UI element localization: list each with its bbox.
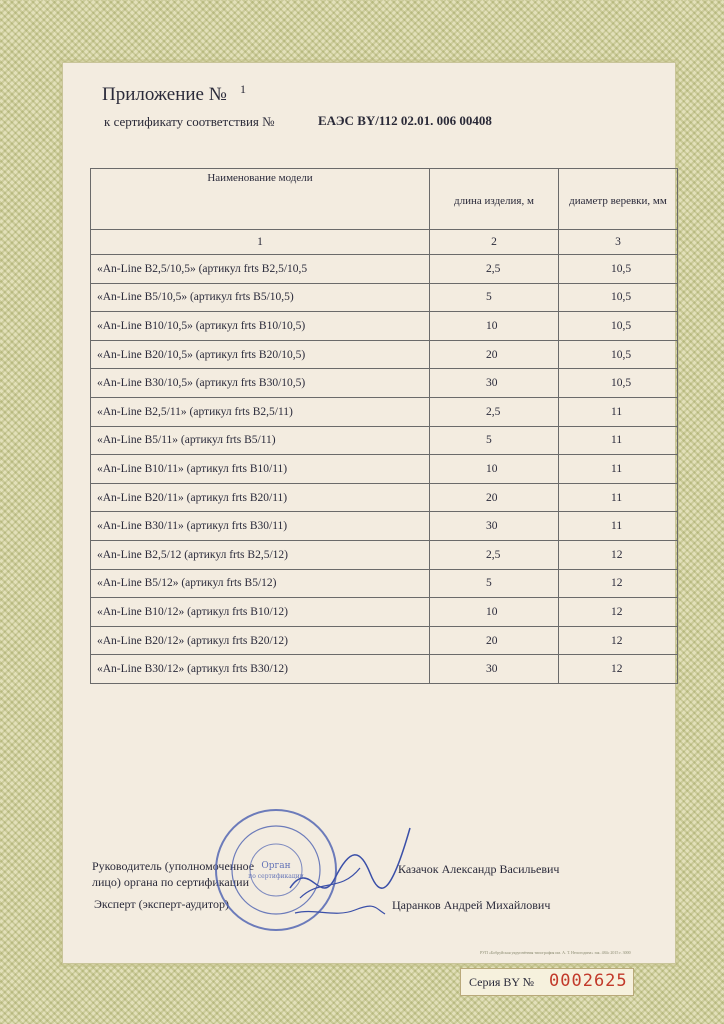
model-cell: «An-Line B2,5/12 (артикул frts B2,5/12) [91,540,430,569]
diameter-cell: 11 [559,397,678,426]
diameter-cell: 10,5 [559,312,678,341]
table-row [91,369,678,398]
diameter-cell: 12 [559,540,678,569]
expert-name: Царанков Андрей Михайлович [392,898,551,912]
column-number: 2 [430,230,559,255]
model-cell: «An-Line B10/10,5» (артикул frts B10/10,5) [91,312,430,341]
diameter-cell: 10,5 [559,369,678,398]
length-cell: 20 [430,626,559,655]
certificate-number: ЕАЭС BY/112 02.01. 006 00408 [318,113,492,128]
diameter-cell: 11 [559,426,678,455]
model-cell: «An-Line B30/12» (артикул frts B30/12) [91,655,430,684]
certificate-label: к сертификату соответствия № [104,114,275,129]
table-row [91,483,678,512]
length-cell: 5 [430,426,559,455]
length-cell: 10 [430,598,559,627]
diameter-cell: 10,5 [559,255,678,284]
diameter-cell: 12 [559,655,678,684]
model-cell: «An-Line B2,5/11» (артикул frts B2,5/11) [91,397,430,426]
table-row [91,455,678,484]
model-cell: «An-Line B30/10,5» (артикул frts B30/10,5) [91,369,430,398]
length-cell: 30 [430,369,559,398]
table-row [91,340,678,369]
length-cell: 2,5 [430,255,559,284]
table-row [91,569,678,598]
model-cell: «An-Line B10/12» (артикул frts B10/12) [91,598,430,627]
length-cell: 5 [430,283,559,312]
svg-text:Орган: Орган [261,861,291,871]
model-cell: «An-Line B20/12» (артикул frts B20/12) [91,626,430,655]
header-length: длина изделия, м [430,169,559,230]
diameter-cell: 10,5 [559,340,678,369]
table-row [91,512,678,541]
model-cell: «An-Line B30/11» (артикул frts B30/11) [91,512,430,541]
serial-box [460,968,634,996]
length-cell: 5 [430,569,559,598]
expert-label: Эксперт (эксперт-аудитор) [94,897,230,911]
model-cell: «An-Line B20/10,5» (артикул frts B20/10,5) [91,340,430,369]
table-row [91,626,678,655]
head-name: Казачок Александр Васильевич [398,862,560,876]
length-cell: 2,5 [430,397,559,426]
svg-text:по сертификации: по сертификации [248,873,304,880]
table-row [91,655,678,684]
length-cell: 30 [430,655,559,684]
column-number: 1 [91,230,430,255]
handwritten-signature [280,818,420,928]
table-row [91,426,678,455]
table-row [91,312,678,341]
diameter-cell: 11 [559,512,678,541]
table-row [91,540,678,569]
serial-number: 0002625 [549,971,628,991]
length-cell: 20 [430,340,559,369]
serial-label: Серия BY № [469,975,535,989]
diameter-cell: 12 [559,598,678,627]
head-label-line1: Руководитель (уполномоченное [92,859,255,873]
printer-note: РУП «Бобруйская укрупнённая типография им. А. Т. Непогодина» зак. 484с 2015 г. 3000 [480,950,631,955]
column-number: 3 [559,230,678,255]
diameter-cell: 12 [559,626,678,655]
model-cell: «An-Line B10/11» (артикул frts B10/11) [91,455,430,484]
length-cell: 30 [430,512,559,541]
head-label-line2: лицо) органа по сертификации [92,875,249,889]
model-cell: «An-Line B2,5/10,5» (артикул frts B2,5/10,5 [91,255,430,284]
header-model: Наименование модели [91,169,430,230]
table-row [91,397,678,426]
models-table [90,168,678,684]
diameter-cell: 10,5 [559,283,678,312]
appendix-number: 1 [240,82,246,96]
table-header-row [91,169,678,230]
length-cell: 20 [430,483,559,512]
column-number-row [91,230,678,255]
appendix-title: Приложение № [102,84,227,105]
diameter-cell: 11 [559,455,678,484]
length-cell: 10 [430,312,559,341]
table-row [91,598,678,627]
header-diameter: диаметр веревки, мм [559,169,678,230]
length-cell: 2,5 [430,540,559,569]
diameter-cell: 11 [559,483,678,512]
model-cell: «An-Line B20/11» (артикул frts B20/11) [91,483,430,512]
diameter-cell: 12 [559,569,678,598]
model-cell: «An-Line B5/11» (артикул frts B5/11) [91,426,430,455]
model-cell: «An-Line B5/10,5» (артикул frts B5/10,5) [91,283,430,312]
table-row [91,283,678,312]
model-cell: «An-Line B5/12» (артикул frts B5/12) [91,569,430,598]
table-row [91,255,678,284]
length-cell: 10 [430,455,559,484]
